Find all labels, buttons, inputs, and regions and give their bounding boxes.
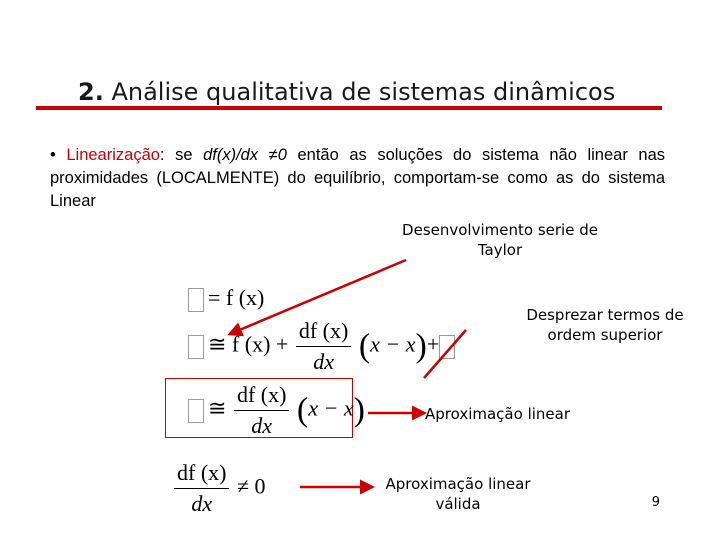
frac-denominator: dx <box>191 491 213 516</box>
title-number: 2. <box>78 78 104 106</box>
note-valid-approx: Aproximação linear válida <box>385 475 531 513</box>
eq2-plus: + <box>426 331 440 357</box>
paren-open: ( <box>296 391 309 429</box>
eq2-term: x − x <box>370 331 416 357</box>
frac-denominator: dx <box>251 413 273 438</box>
frac-numerator: df (x) <box>234 382 289 411</box>
note-linear-approx: Aproximação linear <box>425 405 570 423</box>
frac-numerator: df (x) <box>174 460 229 489</box>
frac-denominator: dx <box>313 349 334 374</box>
frac-numerator: df (x) <box>296 318 351 347</box>
paren-close: ) <box>353 391 365 429</box>
eq1-rhs: = f (x) <box>208 285 265 310</box>
bullet: • <box>50 146 56 164</box>
page-number: 9 <box>651 495 660 510</box>
paren-close: ) <box>415 327 427 365</box>
eq2-approx: ≅ f (x) + <box>208 331 289 357</box>
eq3-approx: ≅ <box>208 395 227 421</box>
note-taylor: Desenvolvimento serie de Taylor <box>402 221 598 259</box>
colon-se: : se <box>159 146 193 164</box>
neq-zero: ≠ 0 <box>236 473 266 499</box>
eq3-term: x − x <box>308 395 354 421</box>
line-strike-higher-order <box>424 330 466 378</box>
arrow-taylor <box>230 260 406 334</box>
paren-open: ( <box>358 327 371 365</box>
condition: df(x)/dx ≠0 <box>203 146 287 164</box>
note-higher-order: Desprezar termos de ordem superior <box>526 306 684 344</box>
term-linearizacao: Linearização <box>66 146 160 164</box>
title-text: Análise qualitativa de sistemas dinâmicos <box>111 78 616 106</box>
paragraph-rest: então as soluções do sistema não linear nas proximidades (LOCALMENTE) do equilíbrio, comportam-se como as do sistema Linear <box>50 146 665 210</box>
